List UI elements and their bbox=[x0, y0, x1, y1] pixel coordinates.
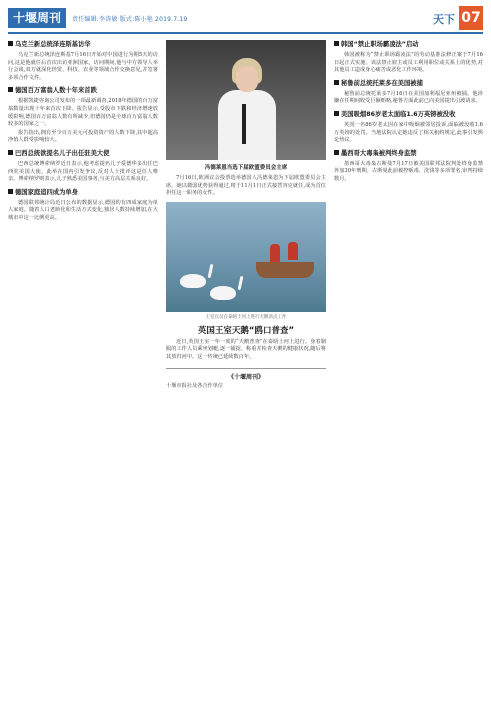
editor-credits: 责任编辑:李涛敏 版式:陈小艳 2019.7.19 bbox=[72, 16, 188, 23]
note-text: 十堰市报社及各合作单位 bbox=[166, 382, 224, 389]
page-number-badge: 07 bbox=[459, 6, 483, 30]
header-rule bbox=[8, 32, 483, 34]
article-mexico bbox=[334, 149, 483, 184]
square-bullet-icon bbox=[334, 111, 339, 116]
note-title: 《十堰周刊》 bbox=[227, 373, 264, 381]
square-bullet-icon bbox=[8, 87, 13, 92]
article-headline: 巴西总统欲提名儿子出任驻美大使 bbox=[8, 149, 158, 159]
swan-shape bbox=[180, 274, 206, 288]
article-germany-millionaires bbox=[8, 86, 158, 145]
square-bullet-icon bbox=[334, 80, 339, 85]
square-bullet-icon bbox=[8, 189, 13, 194]
von-der-leyen-photo bbox=[166, 40, 326, 160]
swan-upping-photo bbox=[166, 202, 326, 312]
article-uk-smoker bbox=[334, 110, 483, 145]
article-body: 韩国被称为“禁止职场霸凌法”的劳动基准法修正案于7月16日起正式实施。该法禁止雇主或员工利用职位或关系上的优势,对其他员工造成身心痛苦或恶化工作环境。 bbox=[334, 52, 483, 74]
article-headline: 乌克兰新总统泽连斯基访华 bbox=[8, 40, 158, 50]
page-header bbox=[0, 0, 491, 36]
publication-note bbox=[166, 368, 326, 391]
article-headline: 德国家庭追四成为单身 bbox=[8, 188, 158, 198]
person-shape bbox=[270, 244, 280, 262]
article-body: 近日,英国王室一年一度的“天鹅普查”在泰晤士河上进行。身着制服的工作人员乘坐划艇,逐一捕捉、称重并检查天鹅的健康状况,随后将其放归河中。这一传统已延续数百年。 bbox=[166, 338, 326, 360]
article-body: 墨西哥大毒枭古斯曼7月17日被美国联邦法院判处终身监禁外加30年刑期。古斯曼此前被控贩毒、洗钱等多项罪名,审判持续数月。 bbox=[334, 160, 483, 182]
article-korea bbox=[334, 40, 483, 75]
feature-headline: 英国王室天鹅“鸥口普查” bbox=[197, 325, 295, 336]
square-bullet-icon bbox=[334, 150, 339, 155]
photo-caption-top: 冯德莱恩当选下届欧盟委员会主席 bbox=[204, 165, 288, 171]
article-headline: 墨西哥大毒枭被判终身监禁 bbox=[334, 149, 483, 159]
square-bullet-icon bbox=[8, 41, 13, 46]
middle-column bbox=[166, 40, 326, 390]
article-peru bbox=[334, 79, 483, 106]
article-headline: 秘鲁前总统托莱多在美国被捕 bbox=[334, 79, 483, 89]
right-column bbox=[334, 40, 483, 188]
swan-shape bbox=[210, 286, 236, 300]
article-body: 乌克兰新总统泽连斯基7月16日开始对中国进行为期5天的访问,这是他就任后首次出访亚洲国家。访问期间,他与中方领导人举行会谈,双方就深化经贸、科技、农业等领域合作交换意见,并签署多项合作文件。 bbox=[8, 52, 158, 81]
article-germany-single bbox=[8, 188, 158, 223]
section-label: 天下 bbox=[433, 13, 455, 26]
article-body: 英国一名86岁老太因在家中吸烟被邻居投诉,面临被没收1.6万英镑的处罚。当地法院认定她违反了相关租约规定,此事引发舆论热议。 bbox=[334, 121, 483, 144]
article-brazil bbox=[8, 149, 158, 184]
article-headline: 韩国“禁止职场霸凌法”启动 bbox=[334, 40, 483, 50]
article-zelensky bbox=[8, 40, 158, 82]
microphone-icon bbox=[242, 104, 246, 144]
photo-caption-bottom: 王室官员在泰晤士河上进行天鹅清点工作 bbox=[205, 314, 287, 320]
article-body: 秘鲁前总统托莱多7月16日在美国加利福尼亚州被捕。他涉嫌在任期间收受巨额贿赂,秘鲁方面此前已向美国提出引渡请求。 bbox=[334, 90, 483, 105]
article-body: 巴西总统博索纳罗近日表示,他考虑提名儿子爱德华多出任巴西驻美国大使。此举在国内引发争议,反对人士批评这是任人唯亲。博索纳罗则表示,儿子熟悉美国事务,与美方高层关系良好。 bbox=[8, 160, 158, 183]
left-column bbox=[8, 40, 158, 227]
boat-shape bbox=[256, 262, 314, 278]
article-body: 7月16日,欧洲议会投票选举德国人冯德莱恩为下届欧盟委员会主席。她以微弱优势获得通过,将于11月1日正式接替容克就任,成为首位担任这一职务的女性。 bbox=[166, 175, 326, 197]
article-headline: 美国吸烟86岁老太面临1.6万英镑被没收 bbox=[334, 110, 483, 120]
masthead: 十堰周刊 bbox=[8, 8, 66, 28]
article-headline: 德国百万富翁人数十年来首跌 bbox=[8, 86, 158, 96]
article-body: 根据凯捷咨询公司发布的一项最新调查,2018年德国的百万富翁数量出现十年来首次下降。报告显示,受股市下跌和经济增速放缓影响,德国百万富翁人数有所减少,但德国仍是全球百万富翁人数较多的国家之一。 报告指出,拥有至少百万美元可投资资产的人数下降,其中超高净值人群受影响较大。 bbox=[8, 98, 158, 144]
square-bullet-icon bbox=[8, 150, 13, 155]
square-bullet-icon bbox=[334, 41, 339, 46]
speaker-figure bbox=[214, 58, 278, 158]
person-shape bbox=[288, 242, 298, 260]
article-body: 德国联邦统计局近日公布的数据显示,德国约有四成家庭为单人家庭。随着人口老龄化和生活方式变化,独居人数持续增加,在大城市中这一比例更高。 bbox=[8, 199, 158, 221]
